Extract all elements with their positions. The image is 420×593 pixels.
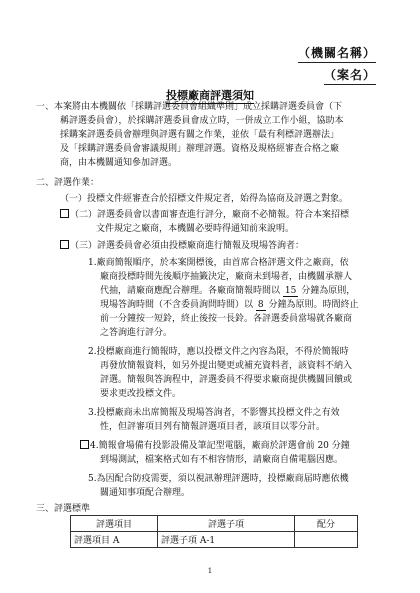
column-header: 評選子項 — [158, 516, 295, 532]
subitem-5-line: 關通知事項配合辦理。 — [100, 488, 191, 498]
subitem-4-line: 到場測試，檔案格式如有不相容情形，請廠商自備電腦因應。 — [100, 455, 344, 465]
item-2-1: （一）投標文件經審查合於招標文件規定者，始得為協商及評選之對象。 — [60, 194, 349, 204]
subitem-1-line: 前一分鐘按一短鈴，終止後按一長鈴。各評選委員當場就各廠商 — [100, 314, 353, 324]
subitem-1-line: 之答詢進行評分。 — [100, 328, 173, 338]
qa-minutes-value: 8 — [257, 300, 264, 310]
subitem-1-line: 廠商投標時間先後順序抽籤決定，廠商未到場者，由機關承辦人 — [100, 272, 353, 282]
subitem-1-line: 代抽，請廠商應配合辦理。各廠商簡報時間以 15 分鐘為原則， — [100, 286, 356, 296]
item-2-2: （二）評選委員會以書面審查進行評分，廠商不必簡報。符合本案招標 — [60, 209, 349, 222]
section-1-line: 商，由本機關通知參加評選。 — [60, 158, 178, 168]
page-number: 1 — [207, 567, 213, 575]
scoring-table — [70, 515, 358, 548]
agency-name-header: （機關名稱） — [298, 44, 376, 61]
section-3-heading: 三、評選標準 — [36, 504, 91, 514]
subitem-3-line: 性，但評審項目列有簡報評選項目者，該項目以零分計。 — [100, 422, 326, 432]
item-2-3: （三）評選委員會必須由投標廠商進行簡報及現場答詢者： — [60, 240, 304, 253]
item-2-2-cont: 文件規定之廠商，本機關必要時得通知前來說明。 — [96, 224, 295, 234]
table-header-row — [71, 516, 358, 532]
checkbox-icon[interactable] — [80, 440, 89, 449]
subitem-5: 5.為因配合防疫需要，須以視訊辦理評選時，投標廠商届時應依機 — [88, 474, 349, 484]
checkbox-icon[interactable] — [60, 240, 69, 249]
column-header: 評選項目 — [71, 516, 158, 532]
subitem-1: 1.廠商簡報順序，於本案開標後，由首席合格評選文件之廠商，依 — [88, 258, 349, 268]
section-1-line: 採購案評選委員會辦理與評選有關之作業，並依「最有利標評選辦法」 — [60, 130, 340, 140]
column-header: 配分 — [295, 516, 358, 532]
subitem-4: 4.簡報會場備有投影設備及筆記型電腦，廠商於評選會前 20 分鐘 — [80, 440, 350, 453]
section-1-line: 及「採購評選委員會審議規則」辦理評選。資格及規格經審查合格之廠 — [60, 144, 340, 154]
section-1-line: 稱評選委員會），於採購評選委員會成立時，一併成立工作小組，協助本 — [60, 116, 344, 126]
table-cell: 評選項目 A — [71, 532, 158, 548]
subitem-2-line: 要求更改投標文件。 — [100, 389, 182, 399]
table-cell — [295, 532, 358, 548]
table-row — [71, 532, 358, 548]
document-title: 投標廠商評選須知 — [166, 89, 254, 102]
subitem-1-line: 現場答詢時間（不含委員詢問時間）以 8 分鐘為原則。時間終止 — [100, 300, 359, 310]
section-1-line: 一、本案將由本機關依「採購評選委員會組織準則」成立採購評選委員會（下 — [36, 102, 343, 112]
subitem-3: 3.投標廠商未出席簡報及現場答詢者，不影響其投標文件之有效 — [88, 408, 340, 418]
table-cell: 評選子項 A-1 — [158, 532, 295, 548]
checkbox-icon[interactable] — [60, 209, 69, 218]
subitem-2: 2.投標廠商進行簡報時，應以投標文件之內容為限，不得於簡報時 — [88, 347, 349, 357]
subitem-2-line: 評選。簡報與答詢程中，評選委員不得要求廠商提供機關回饋或 — [100, 375, 353, 385]
section-2-heading: 二、評選作業： — [36, 178, 100, 188]
subitem-2-line: 再發放簡報資料，如另外提出變更或補充資料者，該資料不納入 — [100, 361, 353, 371]
briefing-minutes-value: 15 — [284, 286, 297, 296]
case-name-header: （案名） — [324, 66, 376, 83]
